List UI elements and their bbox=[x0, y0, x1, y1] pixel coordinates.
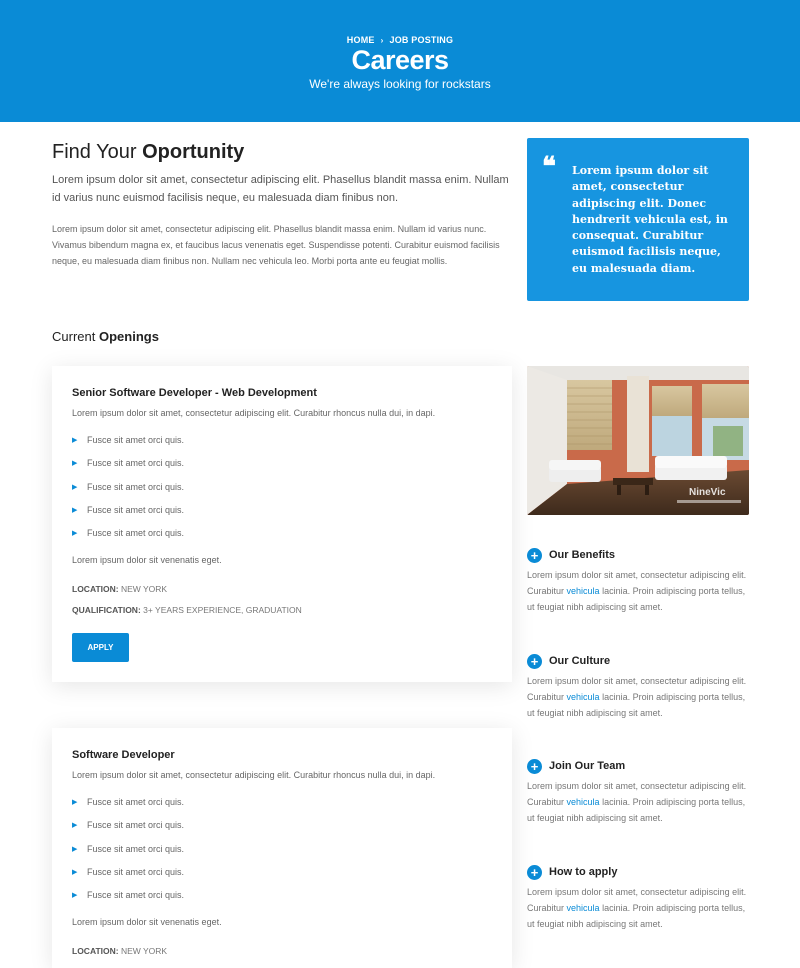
location-value: NEW YORK bbox=[120, 946, 168, 956]
list-item-text: Fusce sit amet orci quis. bbox=[87, 504, 185, 515]
list-item-text: Fusce sit amet orci quis. bbox=[87, 528, 185, 539]
sidebar-item-title: Join Our Team bbox=[549, 760, 626, 772]
list-item-text: Fusce sit amet orci quis. bbox=[87, 890, 185, 901]
plus-circle-icon[interactable]: + bbox=[527, 548, 542, 563]
triangle-right-icon: ▶ bbox=[72, 868, 78, 876]
breadcrumb-home-link[interactable]: HOME bbox=[346, 35, 375, 45]
job-qualification bbox=[72, 605, 302, 615]
sidebar-item-title: How to apply bbox=[549, 866, 618, 878]
vehicula-link[interactable]: vehicula bbox=[566, 586, 600, 596]
office-room-image bbox=[527, 366, 749, 515]
job-description: Lorem ipsum dolor sit amet, consectetur adipiscing elit. Curabitur rhoncus nulla dui, in dapi. bbox=[72, 408, 436, 418]
list-item bbox=[72, 884, 184, 907]
intro-heading-bold: Oportunity bbox=[142, 141, 245, 163]
plus-circle-icon[interactable]: + bbox=[527, 654, 542, 669]
location-value: NEW YORK bbox=[120, 584, 168, 594]
breadcrumb bbox=[0, 35, 800, 45]
list-item bbox=[72, 429, 184, 452]
vehicula-link[interactable]: vehicula bbox=[566, 903, 600, 913]
intro-lead: Lorem ipsum dolor sit amet, consectetur adipiscing elit. Phasellus blandit massa enim. Nullam id varius nunc euismod facilisis neque, eu malesuada diam finibus non. bbox=[52, 174, 509, 204]
job-note: Lorem ipsum dolor sit venenatis eget. bbox=[72, 555, 222, 565]
openings-heading bbox=[52, 329, 159, 344]
watermark-text: NineVic bbox=[689, 487, 726, 498]
page-subtitle: We're always looking for rockstars bbox=[309, 77, 491, 91]
triangle-right-icon: ▶ bbox=[72, 483, 78, 491]
job-title: Software Developer bbox=[72, 749, 175, 761]
location-label: LOCATION: bbox=[72, 946, 119, 956]
plus-circle-icon[interactable]: + bbox=[527, 759, 542, 774]
vehicula-link[interactable]: vehicula bbox=[566, 692, 600, 702]
triangle-right-icon: ▶ bbox=[72, 822, 78, 830]
list-item-text: Fusce sit amet orci quis. bbox=[87, 458, 185, 469]
job-title: Senior Software Developer - Web Development bbox=[72, 387, 317, 399]
page-title: Careers bbox=[351, 45, 449, 75]
page-hero bbox=[0, 0, 800, 122]
job-bullet-list bbox=[72, 791, 184, 907]
list-item-text: Fusce sit amet orci quis. bbox=[87, 797, 185, 807]
triangle-right-icon: ▶ bbox=[72, 892, 78, 900]
list-item-text: Fusce sit amet orci quis. bbox=[87, 866, 185, 877]
job-location bbox=[72, 584, 167, 594]
quote-box bbox=[527, 138, 749, 301]
list-item-text: Fusce sit amet orci quis. bbox=[87, 843, 185, 854]
sidebar-text-part: lacinia. Proin adipiscing porta tellus, ut feugiat nibh adipiscing sit amet. bbox=[527, 586, 746, 612]
sidebar-text-part: lacinia. Proin adipiscing porta tellus, ut feugiat nibh adipiscing sit amet. bbox=[527, 692, 746, 718]
triangle-right-icon: ▶ bbox=[72, 437, 78, 444]
job-card bbox=[52, 366, 512, 682]
intro-heading bbox=[52, 141, 244, 164]
list-item bbox=[72, 861, 184, 884]
list-item bbox=[72, 814, 184, 837]
sidebar-item-text bbox=[527, 778, 749, 826]
sidebar-text-part: Lorem ipsum dolor sit amet, consectetur adipiscing elit. Curabitur bbox=[527, 676, 747, 702]
sidebar-item-text bbox=[527, 884, 749, 932]
quote-text: Lorem ipsum dolor sit amet, consectetur adipiscing elit. Donec hendrerit vehicula est, in consequat. Curabitur euismod facilisis neque, eu malesuada diam. bbox=[572, 164, 728, 275]
triangle-right-icon: ▶ bbox=[72, 799, 78, 806]
location-label: LOCATION: bbox=[72, 584, 119, 594]
job-bullet-list bbox=[72, 429, 184, 545]
list-item bbox=[72, 791, 184, 814]
list-item bbox=[72, 452, 184, 475]
list-item-text: Fusce sit amet orci quis. bbox=[87, 481, 185, 492]
list-item bbox=[72, 522, 184, 545]
job-card bbox=[52, 728, 512, 968]
triangle-right-icon: ▶ bbox=[72, 845, 78, 853]
chevron-right-icon: › bbox=[380, 36, 384, 45]
sidebar-item-title: Our Benefits bbox=[549, 549, 616, 561]
openings-heading-light: Current bbox=[52, 329, 96, 344]
quote-icon: ❝ bbox=[542, 152, 556, 182]
triangle-right-icon: ▶ bbox=[72, 460, 78, 468]
triangle-right-icon: ▶ bbox=[72, 506, 78, 514]
sidebar-text-part: Lorem ipsum dolor sit amet, consectetur adipiscing elit. Curabitur bbox=[527, 887, 747, 913]
list-item bbox=[72, 476, 184, 499]
list-item bbox=[72, 499, 184, 522]
job-location bbox=[72, 946, 167, 956]
intro-heading-light: Find Your bbox=[52, 141, 137, 163]
sidebar-item-text bbox=[527, 673, 749, 721]
breadcrumb-current: JOB POSTING bbox=[389, 35, 454, 45]
sidebar-text-part: Lorem ipsum dolor sit amet, consectetur adipiscing elit. Curabitur bbox=[527, 570, 747, 596]
list-item-text: Fusce sit amet orci quis. bbox=[87, 820, 185, 831]
sidebar-item-title: Our Culture bbox=[549, 655, 611, 667]
list-item bbox=[72, 838, 184, 861]
sidebar-text-part: Lorem ipsum dolor sit amet, consectetur adipiscing elit. Curabitur bbox=[527, 781, 747, 807]
sidebar-text-part: lacinia. Proin adipiscing porta tellus, ut feugiat nibh adipiscing sit amet. bbox=[527, 797, 746, 823]
triangle-right-icon: ▶ bbox=[72, 530, 78, 538]
list-item-text: Fusce sit amet orci quis. bbox=[87, 435, 185, 445]
vehicula-link[interactable]: vehicula bbox=[566, 797, 600, 807]
job-description: Lorem ipsum dolor sit amet, consectetur adipiscing elit. Curabitur rhoncus nulla dui, in dapi. bbox=[72, 770, 436, 780]
sidebar-item-text bbox=[527, 567, 749, 615]
openings-heading-bold: Openings bbox=[98, 329, 159, 344]
job-note: Lorem ipsum dolor sit venenatis eget. bbox=[72, 917, 222, 927]
apply-button[interactable]: APPLY bbox=[72, 633, 129, 662]
qualification-value: 3+ YEARS EXPERIENCE, GRADUATION bbox=[143, 605, 302, 615]
plus-circle-icon[interactable]: + bbox=[527, 865, 542, 880]
qualification-label: QUALIFICATION: bbox=[72, 605, 141, 615]
sidebar-text-part: lacinia. Proin adipiscing porta tellus, ut feugiat nibh adipiscing sit amet. bbox=[527, 903, 746, 929]
intro-body: Lorem ipsum dolor sit amet, consectetur adipiscing elit. Phasellus blandit massa enim. Nullam id varius nunc. Vivamus bibendum magna ex, et faucibus lacus venenatis eget. Suspendisse potenti. Curabitur euismod facilisis neque, eu malesuada diam finibus non. Nullam nec vehicula leo. Morbi porta ante eu feugiat mollis. bbox=[52, 224, 500, 266]
